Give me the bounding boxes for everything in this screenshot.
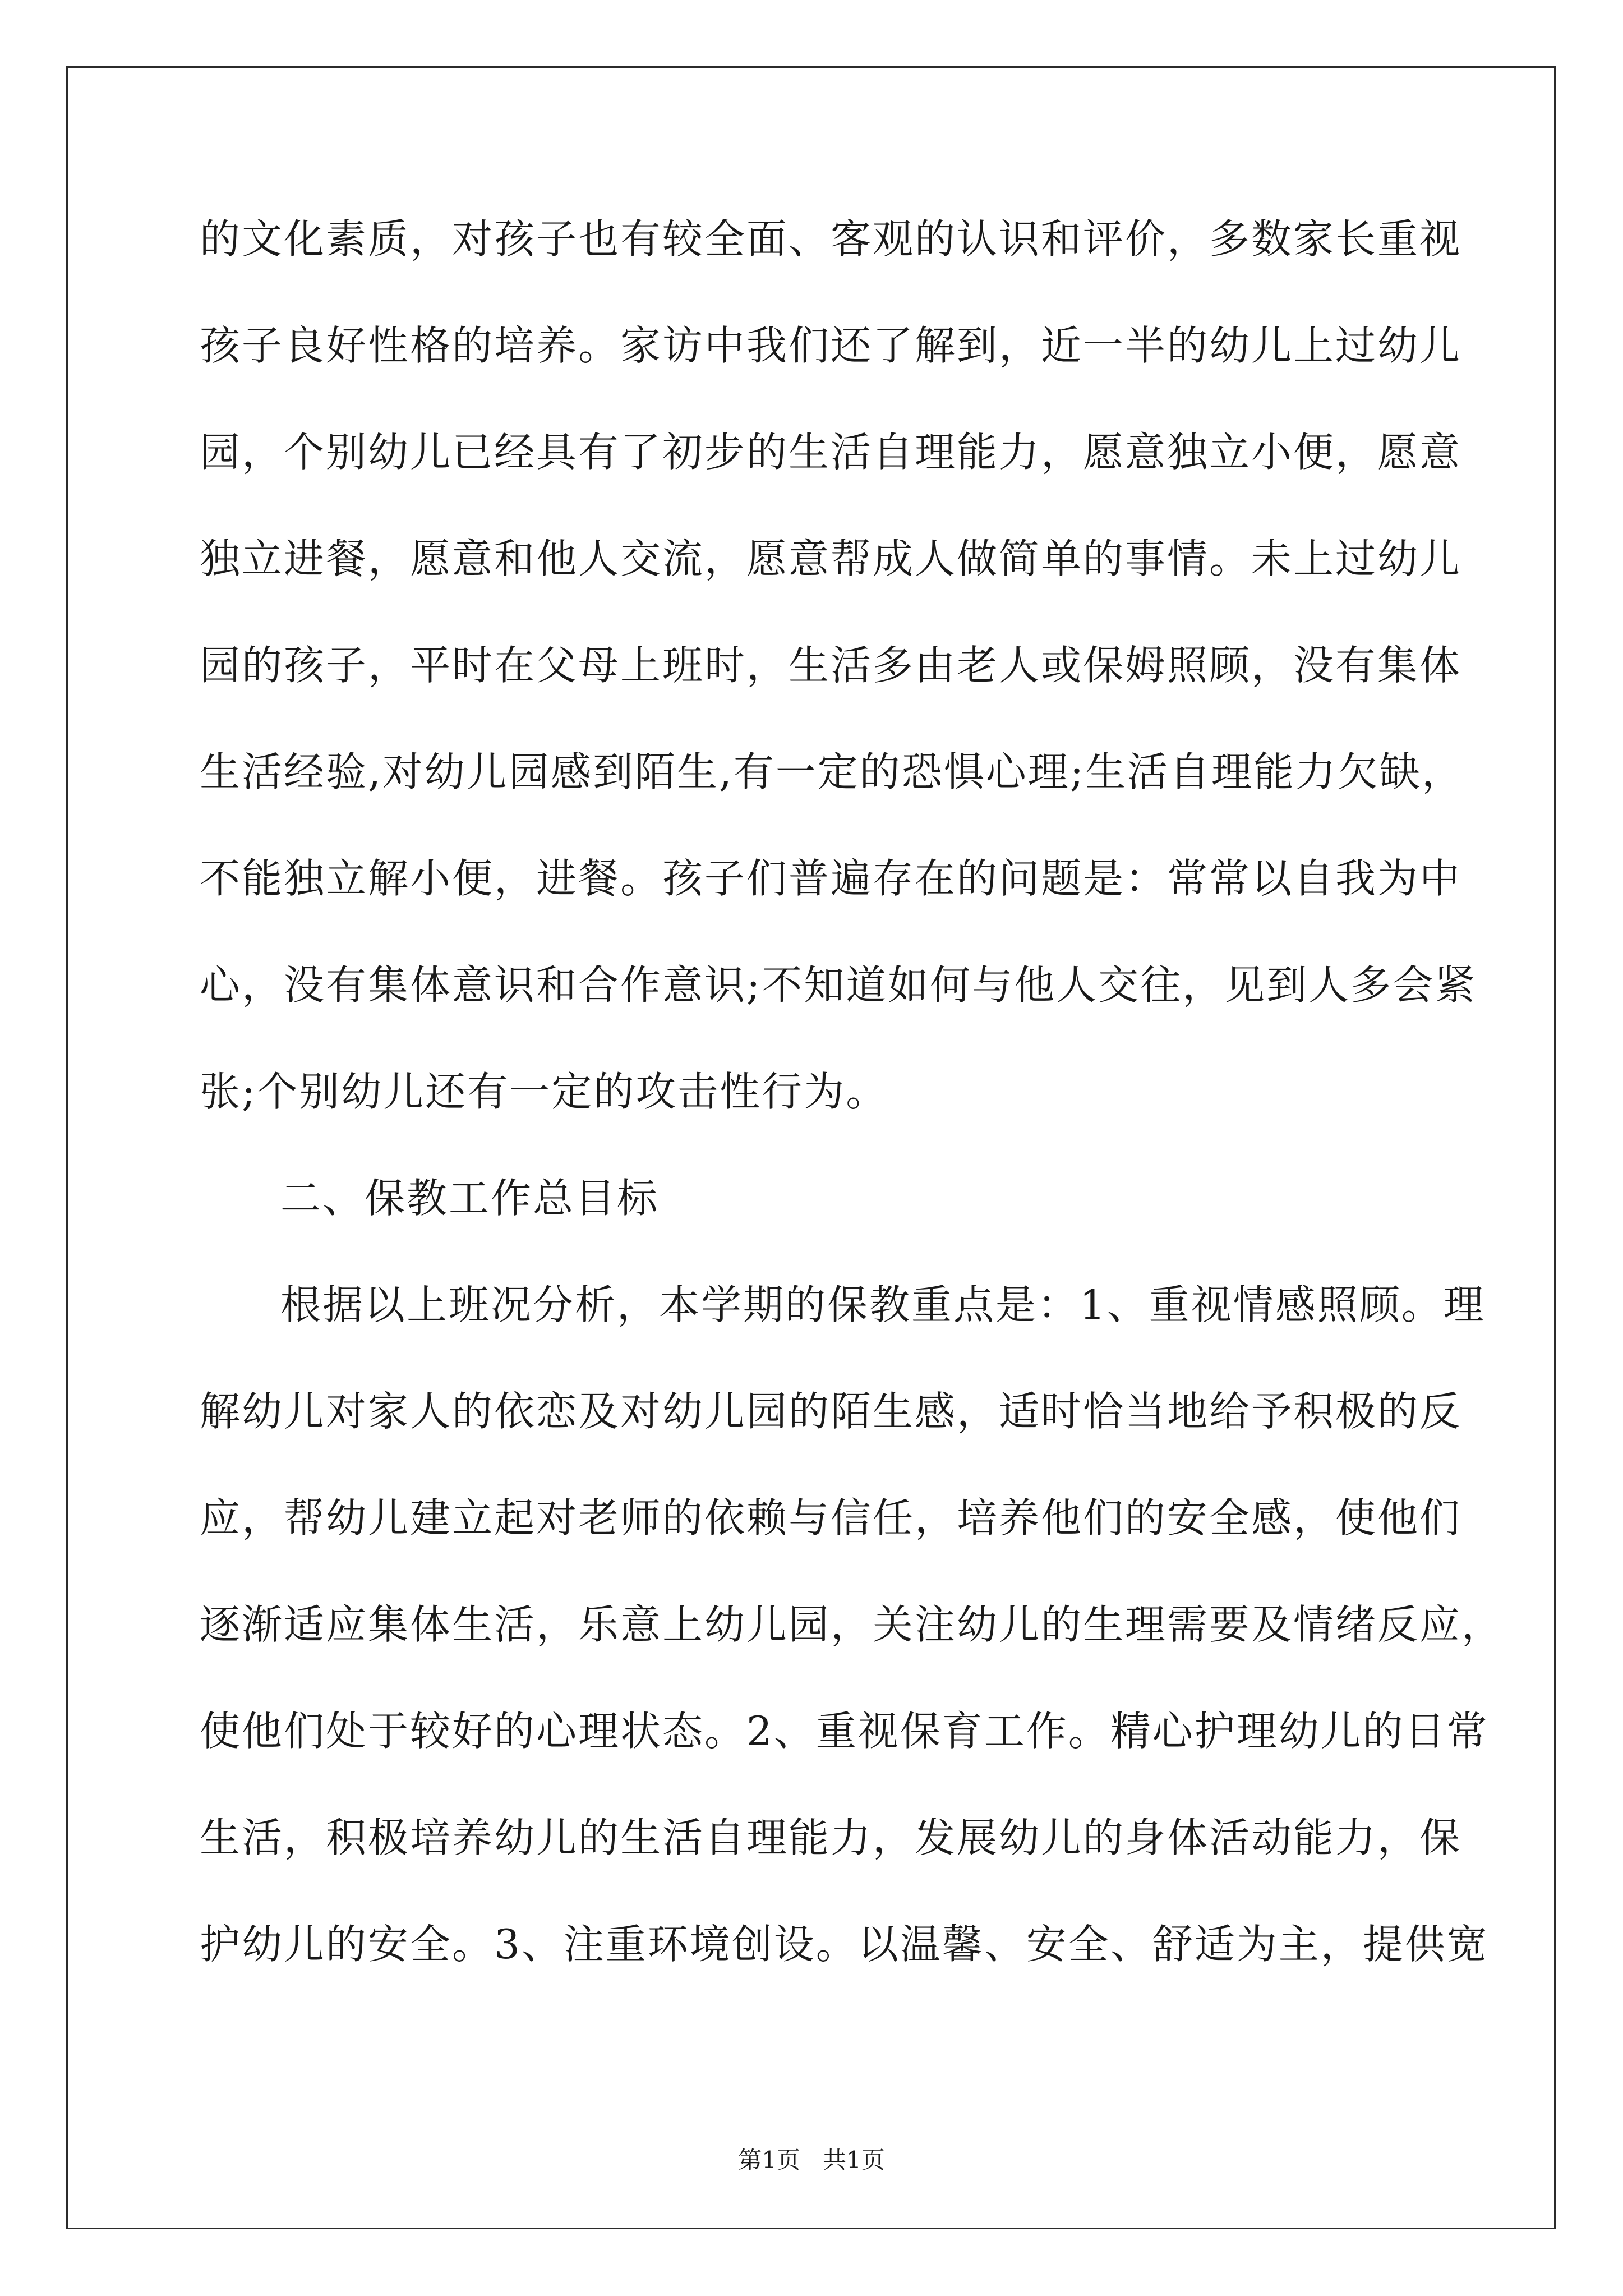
text-line-17: 护幼儿的安全。3、注重环境创设。以温馨、安全、舒适为主，提供宽 <box>200 1921 1489 1968</box>
text-line-5: 园的孩子，平时在父母上班时，生活多由老人或保姆照顾，没有集体 <box>200 642 1462 689</box>
text-line-8: 心，没有集体意识和合作意识;不知道如何与他人交往，见到人多会紧 <box>200 961 1477 1009</box>
text-line-2: 孩子良好性格的培养。家访中我们还了解到，近一半的幼儿上过幼儿 <box>200 322 1462 369</box>
page-footer: 第1页 共1页 <box>738 2146 885 2174</box>
text-line-4: 独立进餐，愿意和他人交流，愿意帮成人做简单的事情。未上过幼儿 <box>200 535 1462 582</box>
text-line-1: 的文化素质，对孩子也有较全面、客观的认识和评价，多数家长重视 <box>200 215 1462 263</box>
text-line-3: 园，个别幼儿已经具有了初步的生活自理能力，愿意独立小便，愿意 <box>200 429 1462 476</box>
text-line-11: 根据以上班况分析，本学期的保教重点是：1、重视情感照顾。理 <box>280 1281 1486 1328</box>
text-line-16: 生活，积极培养幼儿的生活自理能力，发展幼儿的身体活动能力，保 <box>200 1814 1462 1861</box>
text-line-9: 张;个别幼儿还有一定的攻击性行为。 <box>200 1068 888 1115</box>
text-line-14: 逐渐适应集体生活，乐意上幼儿园，关注幼儿的生理需要及情绪反应， <box>200 1601 1504 1648</box>
text-line-6: 生活经验,对幼儿园感到陌生,有一定的恐惧心理;生活自理能力欠缺， <box>200 748 1464 795</box>
document-body <box>200 215 1504 2031</box>
section-heading: 二、保教工作总目标 <box>280 1175 660 1222</box>
text-line-7: 不能独立解小便，进餐。孩子们普遍存在的问题是：常常以自我为中 <box>200 855 1462 902</box>
text-line-12: 解幼儿对家人的依恋及对幼儿园的陌生感，适时恰当地给予积极的反 <box>200 1388 1462 1435</box>
text-line-15: 使他们处于较好的心理状态。2、重视保育工作。精心护理幼儿的日常 <box>200 1708 1489 1755</box>
text-line-13: 应，帮幼儿建立起对老师的依赖与信任，培养他们的安全感，使他们 <box>200 1494 1462 1542</box>
